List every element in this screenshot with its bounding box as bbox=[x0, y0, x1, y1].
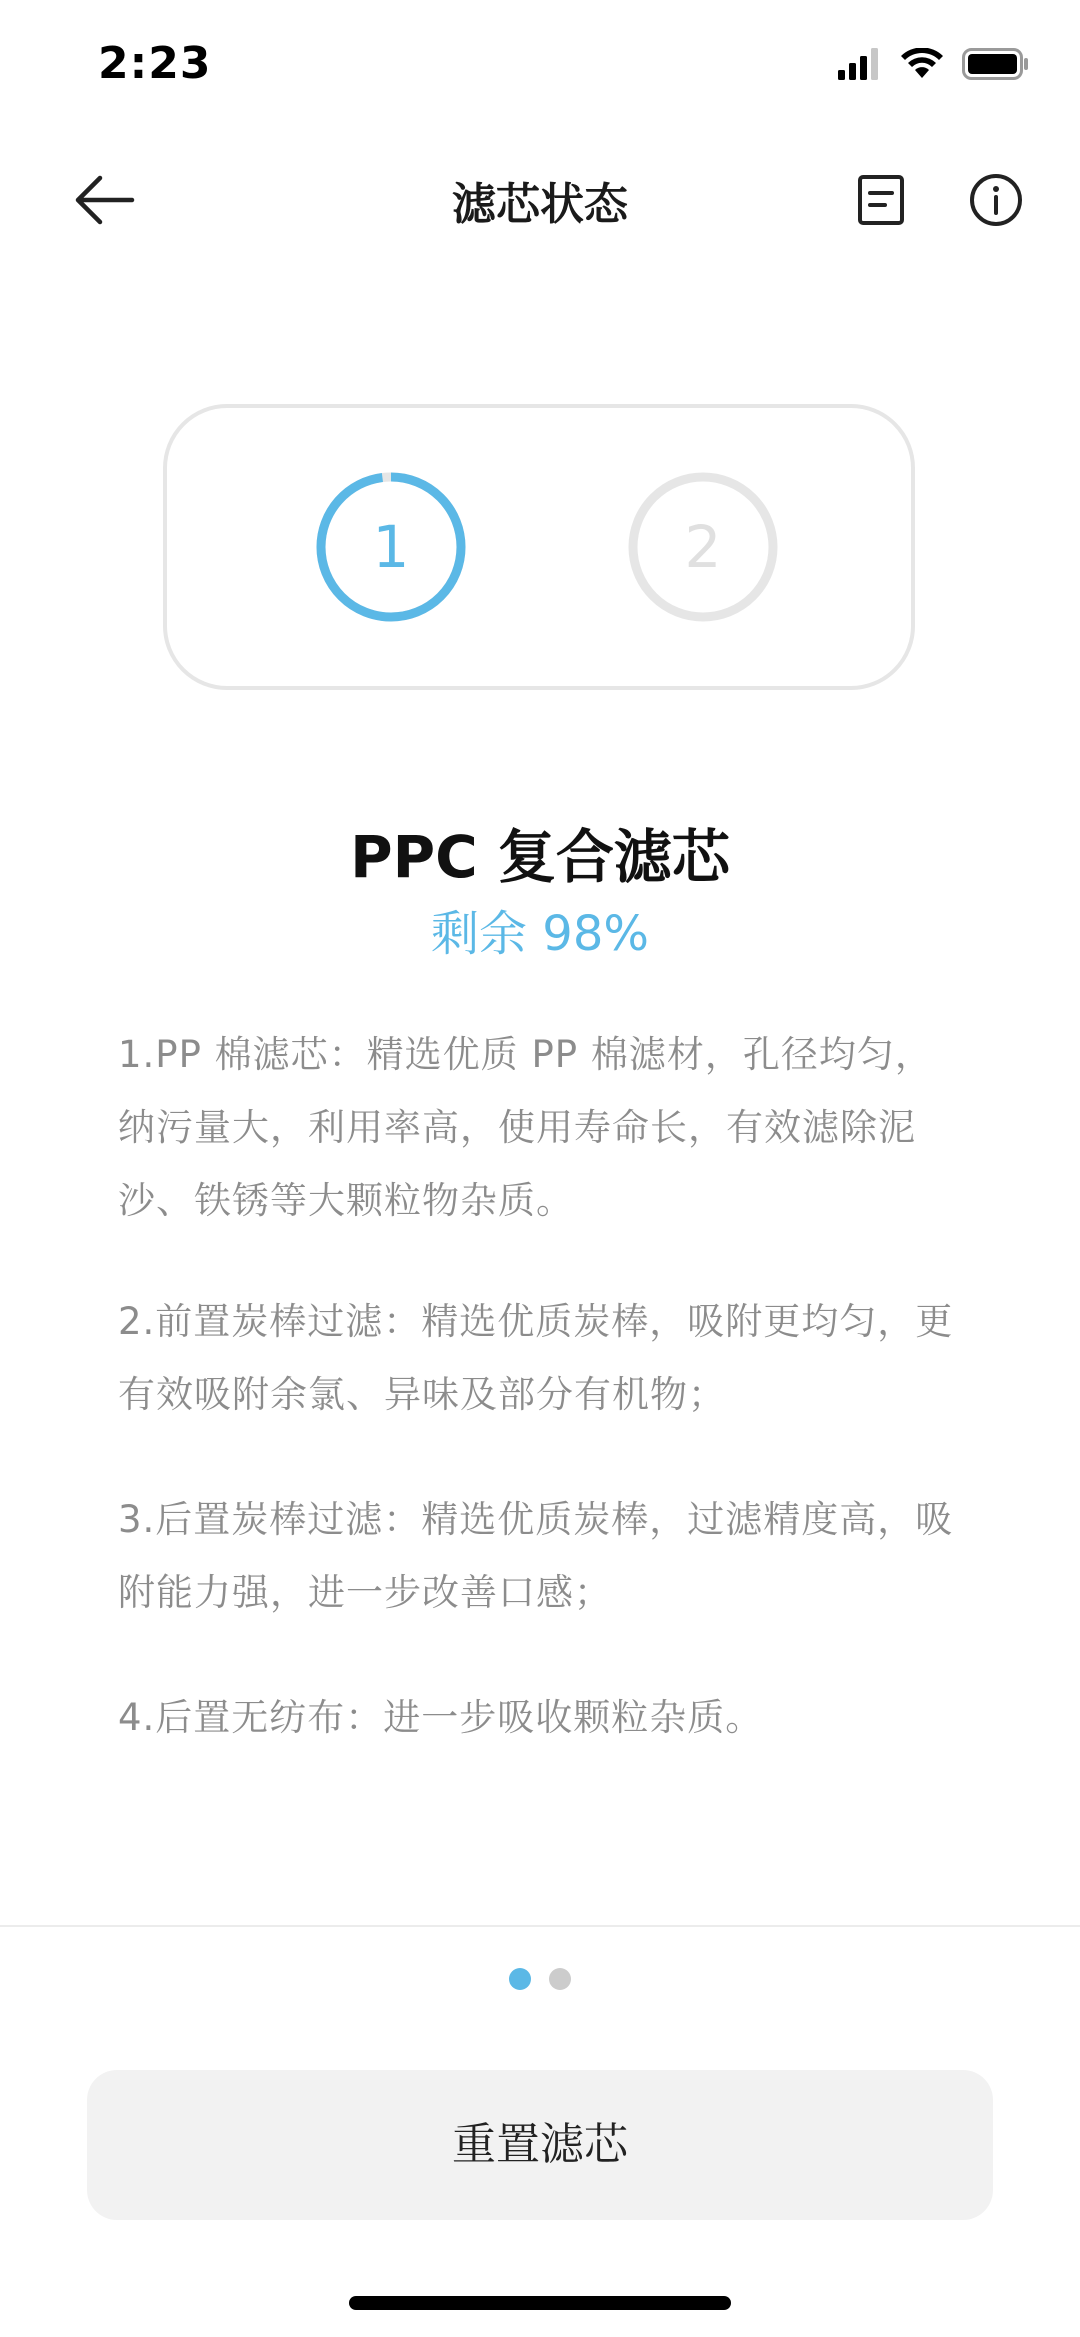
document-icon bbox=[855, 174, 907, 226]
page-indicator bbox=[0, 1968, 1080, 1990]
nav-bar bbox=[0, 150, 1080, 250]
filter-name: PPC 复合滤芯 bbox=[350, 823, 730, 891]
page-title: 滤芯状态 bbox=[452, 179, 628, 230]
page-dot[interactable] bbox=[549, 1968, 571, 1990]
info-icon bbox=[968, 172, 1024, 228]
document-button[interactable] bbox=[855, 174, 907, 226]
status-icons bbox=[838, 48, 1030, 80]
reset-filter-button[interactable]: 重置滤芯 bbox=[87, 2070, 993, 2220]
battery-icon bbox=[962, 48, 1030, 80]
description-paragraph: 4.后置无纺布：进一步吸收颗粒杂质。 bbox=[118, 1696, 764, 1739]
divider bbox=[0, 1925, 1080, 1927]
wifi-icon bbox=[900, 48, 944, 80]
filter-ring-label: 1 bbox=[372, 513, 410, 581]
cellular-signal-icon bbox=[838, 48, 882, 80]
filter-ring-1[interactable] bbox=[315, 471, 467, 623]
description-paragraph: 2.前置炭棒过滤：精选优质炭棒，吸附更均匀，更有效吸附余氯、异味及部分有机物； bbox=[118, 1300, 954, 1416]
filter-selector-card bbox=[163, 404, 915, 690]
filter-remaining: 剩余 98% bbox=[431, 906, 649, 962]
status-time: 2:23 bbox=[98, 38, 212, 89]
description-paragraph: 3.后置炭棒过滤：精选优质炭棒，过滤精度高，吸附能力强，进一步改善口感； bbox=[118, 1498, 954, 1614]
filter-ring-2[interactable] bbox=[627, 471, 779, 623]
description-paragraph: 1.PP 棉滤芯：精选优质 PP 棉滤材，孔径均匀，纳污量大，利用率高，使用寿命长，有效滤除泥沙、铁锈等大颗粒物杂质。 bbox=[118, 1033, 933, 1222]
home-indicator[interactable] bbox=[349, 2296, 731, 2310]
filter-ring-label: 2 bbox=[684, 513, 722, 581]
status-bar bbox=[0, 0, 1080, 130]
page-dot-active[interactable] bbox=[509, 1968, 531, 1990]
info-button[interactable] bbox=[968, 172, 1024, 228]
